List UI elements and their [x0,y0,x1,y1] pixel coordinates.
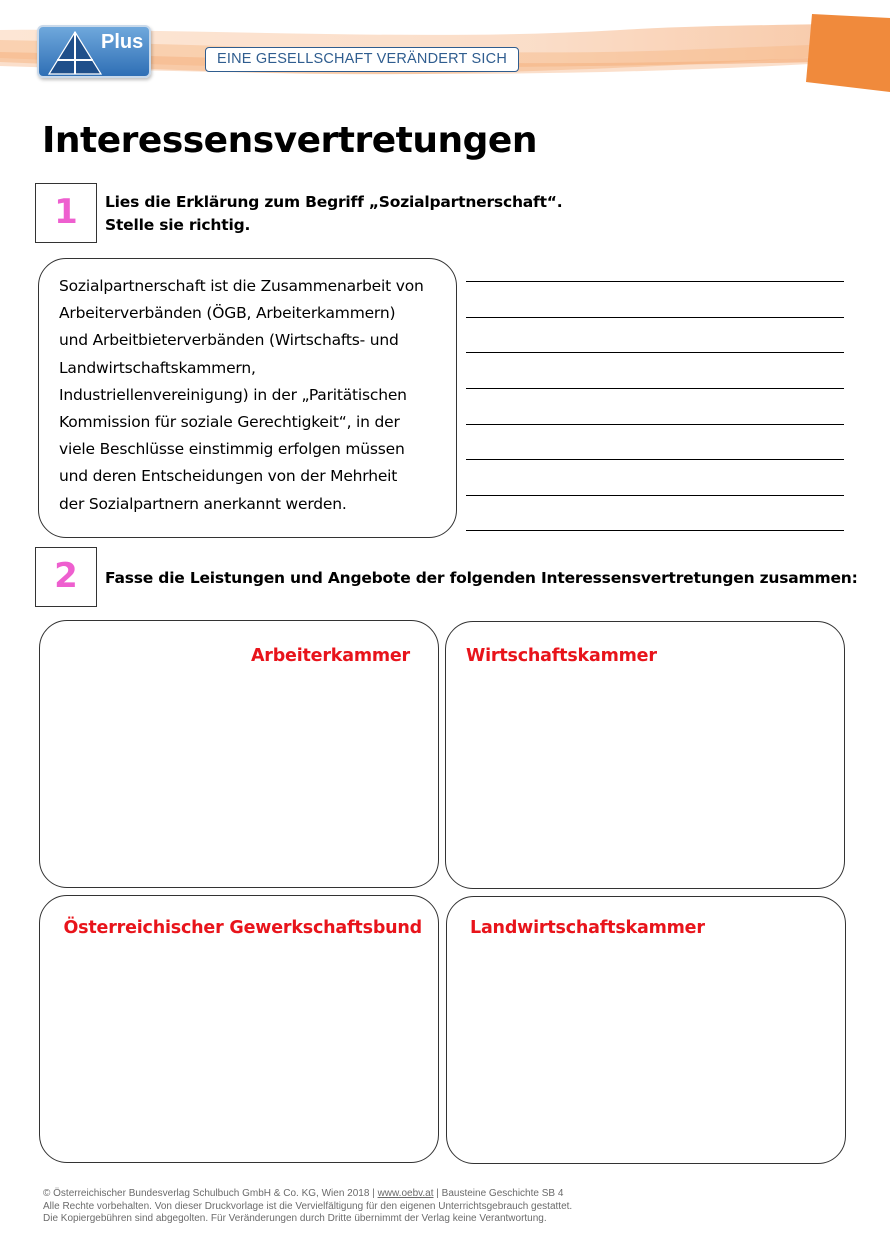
card-title-wirtschaftskammer: Wirtschaftskammer [466,646,657,666]
footer-line2: Alle Rechte vorbehalten. Von dieser Druckvorlage ist die Vervielfältigung für den eigenen Unterrichtsgebrauch gestattet. [43,1200,573,1212]
card-title-arbeiterkammer: Arbeiterkammer [250,646,410,666]
definition-line: Arbeiterverbänden (ÖGB, Arbeiterkammern) [59,304,396,323]
triangle-logo-icon [45,30,105,76]
definition-line: Sozialpartnerschaft ist die Zusammenarbeit von [59,277,424,295]
answer-line[interactable] [466,424,844,425]
answer-line[interactable] [466,281,844,282]
footer-line1-suffix: | Bausteine Geschichte SB 4 [433,1188,564,1199]
answer-line[interactable] [466,317,844,318]
definition-line: Kommission für soziale Gerechtigkeit“, in der [59,413,400,432]
logo-text: Plus [101,31,144,53]
orange-corner-tab [806,14,890,92]
task-number-1: 1 [35,183,97,243]
footer-line1 [43,1188,863,1201]
definition-line: und Arbeitbieterverbänden (Wirtschafts- und [59,331,399,350]
answer-line[interactable] [466,388,844,389]
card-title-landwirtschaftskammer: Landwirtschaftskammer [470,918,705,938]
card-arbeiterkammer[interactable] [39,620,439,888]
footer-line3: Die Kopiergebühren sind abgegolten. Für Veränderungen durch Dritte übernimmt der Verlag keine Verantwortung. [43,1213,547,1224]
task-number-2: 2 [35,547,97,607]
definition-line: und deren Entscheidungen von der Mehrheit [59,467,398,486]
publisher-link[interactable]: www.oebv.at [377,1188,434,1199]
task1-instruction-line1: Lies die Erklärung zum Begriff „Sozialpartnerschaft“. [105,193,563,211]
definition-line: der Sozialpartnern anerkannt werden. [59,494,347,513]
task2-instruction: Fasse die Leistungen und Angebote der folgenden Interessensvertretungen zusammen: [105,569,858,587]
footer-line1-prefix: © Österreichischer Bundesverlag Schulbuch GmbH & Co. KG, Wien 2018 | [43,1188,378,1199]
definition-line: Landwirtschaftskammern, [59,358,256,377]
answer-line[interactable] [466,352,844,353]
task1-instruction-line2: Stelle sie richtig. [105,216,251,234]
plus-logo [37,25,151,78]
card-title-gewerkschaftsbund: Österreichischer Gewerkschaftsbund [63,918,422,938]
card-wirtschaftskammer[interactable] [445,621,845,889]
series-label: EINE GESELLSCHAFT VERÄNDERT SICH [205,47,519,72]
definition-line: Industriellenvereinigung) in der „Paritätischen [59,385,407,404]
copyright-footer [43,1188,863,1226]
answer-line[interactable] [466,530,844,531]
task1-instruction [105,191,562,237]
page-title: Interessensvertretungen [42,120,537,161]
card-gewerkschaftsbund[interactable] [39,895,439,1163]
definition-line: viele Beschlüsse einstimmig erfolgen müssen [59,440,405,459]
answer-line[interactable] [466,495,844,496]
definition-text-box [38,258,457,538]
card-landwirtschaftskammer[interactable] [446,896,846,1164]
answer-line[interactable] [466,459,844,460]
